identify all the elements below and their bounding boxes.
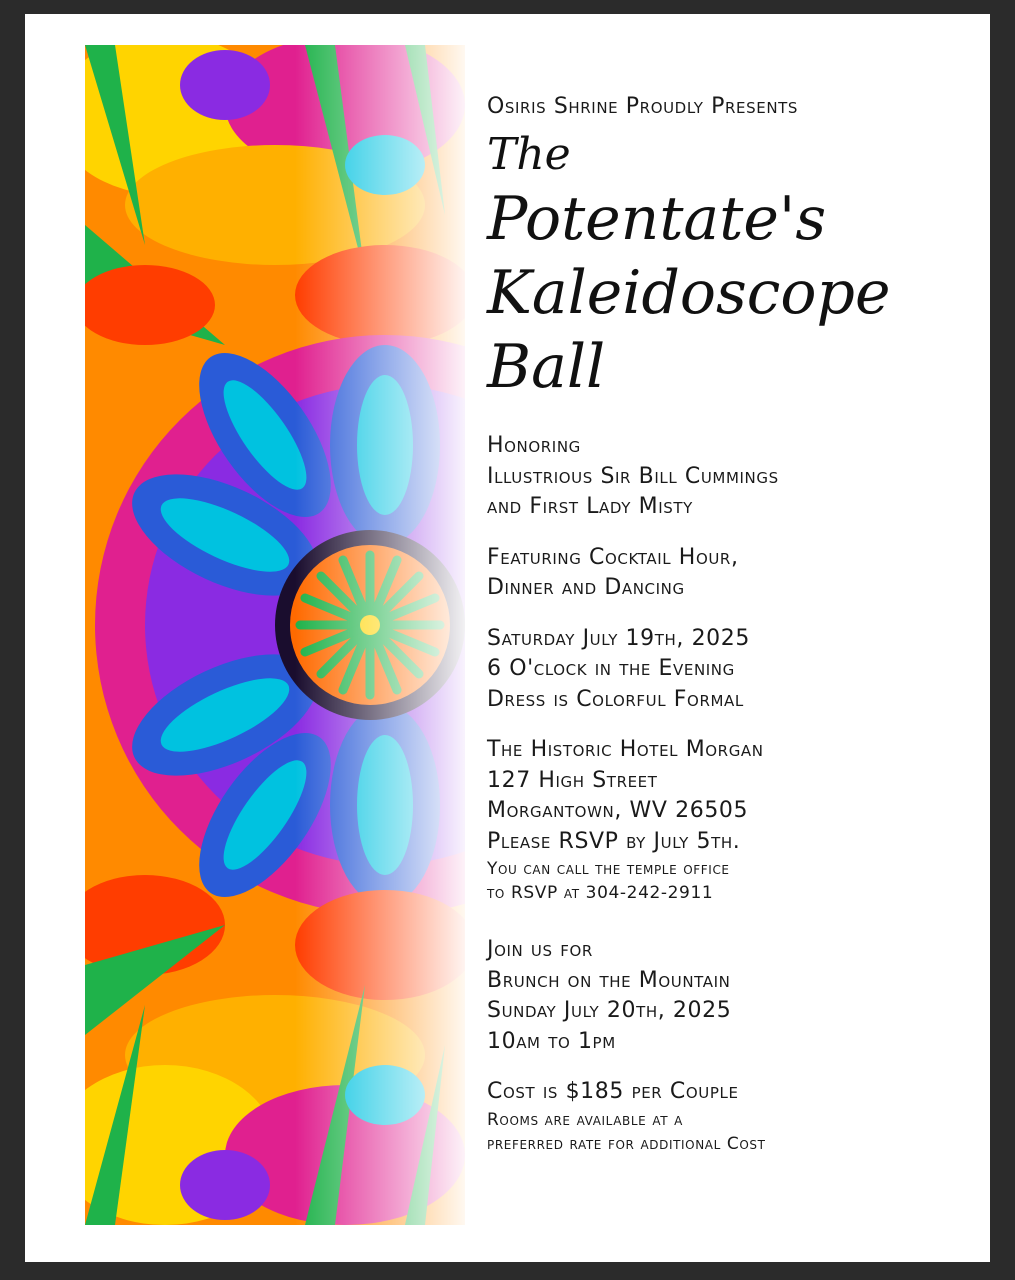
- title-the: The: [487, 129, 571, 180]
- brunch-time: 10am to 1pm: [487, 1028, 616, 1054]
- invitation-text: [487, 94, 967, 1156]
- rooms-note-2: preferred rate for additional Cost: [487, 1133, 766, 1154]
- artwork-fade: [295, 45, 475, 1225]
- honoree-line: Illustrious Sir Bill Cummings: [487, 463, 779, 489]
- rsvp-phone: to RSVP at 304-242-2911: [487, 883, 714, 903]
- honoring-line: Honoring: [487, 433, 581, 458]
- rooms-note: Rooms are available at a: [487, 1109, 683, 1130]
- event-time: 6 O'clock in the Evening: [487, 656, 735, 681]
- title-potentates: Potentate's: [487, 184, 827, 254]
- venue-city: Morgantown, WV 26505: [487, 798, 749, 823]
- dress-code: Dress is Colorful Formal: [487, 686, 744, 712]
- title-ball: Ball: [487, 332, 606, 402]
- presenter-line: Osiris Shrine Proudly Presents: [487, 94, 799, 119]
- venue-name: The Historic Hotel Morgan: [487, 737, 764, 762]
- invitation-page: [25, 14, 990, 1262]
- title-kaleidoscope: Kaleidoscope: [487, 258, 891, 328]
- brunch-intro: Join us for: [487, 937, 593, 962]
- featuring-line: Featuring Cocktail Hour,: [487, 544, 739, 570]
- venue-street: 127 High Street: [487, 767, 658, 793]
- cost-line: Cost is $185 per Couple: [487, 1079, 739, 1104]
- featuring-line-2: Dinner and Dancing: [487, 575, 685, 600]
- event-date: Saturday July 19th, 2025: [487, 625, 750, 651]
- brunch-date: Sunday July 20th, 2025: [487, 998, 732, 1023]
- rsvp-note: You can call the temple office: [487, 859, 730, 879]
- brunch-name: Brunch on the Mountain: [487, 967, 731, 993]
- rsvp-deadline: Please RSVP by July 5th.: [487, 828, 741, 854]
- first-lady-line: and First Lady Misty: [487, 494, 693, 519]
